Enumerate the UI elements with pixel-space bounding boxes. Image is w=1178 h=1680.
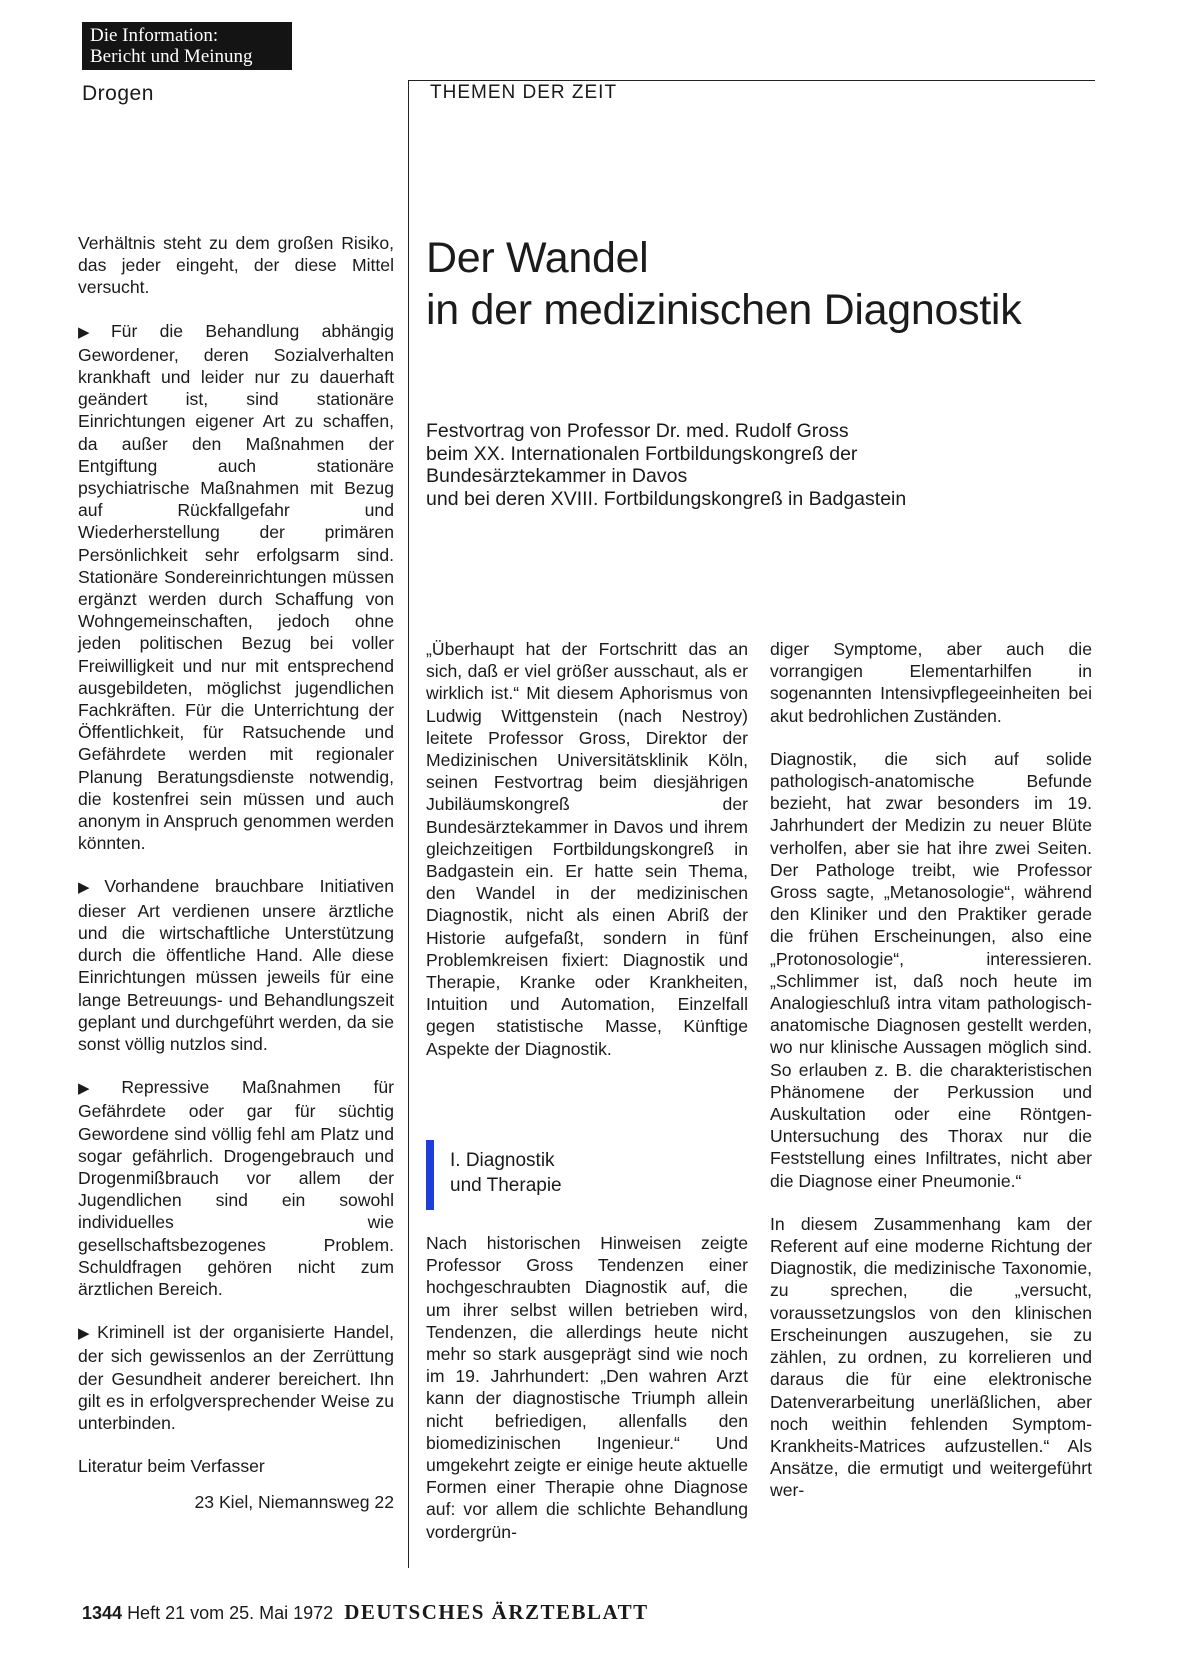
literature-note: Literatur beim Verfasser [78,1456,265,1477]
triangle-bullet-icon: ▶ [78,1325,94,1343]
middle-column-bottom [426,1232,748,1564]
right-paragraph-1: diger Symptome, aber auch die vorrangigen Elementarhilfen in sogenannten Intensivpflegeeinheiten bei akut bedrohlichen Zuständen. [770,639,1092,726]
section-accent-bar [426,1140,434,1210]
left-paragraph-5 [78,1321,394,1434]
section-heading-line-1: I. Diagnostik [450,1150,555,1171]
triangle-bullet-icon: ▶ [78,879,101,897]
column-divider [408,80,409,1568]
header-topic: Drogen [82,82,154,105]
left-paragraph-4-text: Repressive Maßnahmen für Gefährdete oder gar für süchtig Gewordene sind völlig fehl am Platz und sogar gefährlich. Drogengebrauch und Drogenmißbrauch vor allem der Jugendlichen sind ein sowohl individuelles wie gesellschaftsbezogenes Problem. Schuldfragen gehören nicht zum ärztlichen Bereich. [78,1077,394,1299]
triangle-bullet-icon: ▶ [78,1080,118,1098]
article-title [426,232,1106,336]
section-heading-line-2: und Therapie [450,1175,562,1196]
left-paragraph-3 [78,875,394,1055]
subtitle-line-2: beim XX. Internationalen Fortbildungskongreß der [426,442,858,465]
author-address: 23 Kiel, Niemannsweg 22 [194,1492,394,1513]
subtitle-line-1: Festvortrag von Professor Dr. med. Rudolf Gross [426,420,849,442]
middle-paragraph-2: Nach historischen Hinweisen zeigte Professor Gross Tendenzen einer hochgeschraubten Diagnostik auf, die um ihrer selbst willen betrieben wird, Tendenzen, die allerdings heute nicht mehr so stark ausgeprägt sind wie noch im 19. Jahrhundert: „Den wahren Arzt kann der diagnostische Triumph allein nicht befriedigen, allenfalls den biomedizinischen Ingenieur.“ Und umgekehrt zeigte er einige heute aktuelle Formen einer Therapie ohne Diagnose auf: vor allem die schlichte Behandlung vordergrün- [426,1233,748,1542]
subtitle-line-3: Bundesärztekammer in Davos [426,465,688,487]
middle-paragraph-1: „Überhaupt hat der Fortschritt das an sich, daß er viel größer ausschaut, als er wirklich ist.“ Mit diesem Aphorismus von Ludwig Wittgenstein (nach Nestroy) leitete Professor Gross, Direktor der Medizinischen Universitätsklinik Köln, seinen Festvortrag beim diesjährigen Jubiläumskongreß der Bundesärztekammer in Davos und ihrem gleichzeitigen Fortbildungskongreß in Badgastein ein. Er hatte sein Thema, den Wandel in der medizinischen Diagnostik, nicht als einen Abriß der Historie aufgefaßt, sondern in fünf Problemkreisen fixiert: Diagnostik und Therapie, Kranke oder Krankheiten, Intuition und Automation, Einzelfall gegen statistische Masse, Künftige Aspekte der Diagnostik. [426,639,748,1059]
section-heading [426,1140,746,1210]
page-number: 1344 [82,1603,123,1623]
header-section: THEMEN DER ZEIT [430,82,618,103]
left-paragraph-2-text: Für die Behandlung abhängig Gewordener, deren Sozialverhalten krankhaft und leider nur zu dauerhaft geändert ist, sind stationäre Einrichtungen eigener Art zu schaffen, da außer den Maßnahmen der Entgiftung auch stationäre psychiatrische Maßnahmen mit Bezug auf Rückfallgefahr und Wiederherstellung der primären Persönlichkeit sehr erfolgsarm sind. Stationäre Sondereinrichtungen müssen ergänzt werden durch Schaffung von Wohngemeinschaften, jedoch ohne jeden politischen Bezug bei voller Freiwilligkeit und nur mit entsprechend ausgebildeten, möglichst jugendlichen Fachkräften. Für die Unterrichtung der Öffentlichkeit, für Ratsuchende und Gefährdete werden mit regionaler Planung Beratungsdienste notwendig, die kostenfrei sein müssen und auch anonym in Anspruch genommen werden könnten. [78,320,394,854]
right-paragraph-2: Diagnostik, die sich auf solide pathologisch-anatomische Befunde bezieht, hat zwar besonders im 19. Jahrhundert der Medizin zu neuer Blüte verholfen, aber sie hat ihre zwei Seiten. Der Pathologe treibt, wie Professor Gross sagte, „Metanosologie“, während den Kliniker und den Praktiker gerade die frühen Erscheinungen, also eine „Protonosologie“, interessieren. „Schlimmer ist, daß noch heute im Analogieschluß intra vitam pathologisch-anatomische Diagnosen gestellt werden, wo nur klinische Aussagen möglich sind. So erlauben z. B. die charakteristischen Phänomene der Perkussion und Auskultation oder eine Röntgen-Untersuchung des Thorax nur die Feststellung eines Infiltrates, nicht aber die Diagnose einer Pneumonie.“ [770,748,1092,1191]
article-subtitle [426,420,1106,510]
left-paragraph-2 [78,320,394,855]
left-column [78,232,394,1514]
left-paragraph-5-text: Kriminell ist der organisierte Handel, der sich gewissenlos an der Zerrüttung der Gesundheit anderer bereichert. Ihn gilt es in erfolgversprechender Weise zu unterbinden. [78,1322,394,1433]
badge-line-2: Bericht und Meinung [90,46,253,67]
left-paragraph-4 [78,1076,394,1300]
masthead: DEUTSCHES ÄRZTEBLATT [344,1600,649,1624]
middle-column-top [426,638,748,1081]
right-column [770,638,1092,1523]
badge-line-1: Die Information: [90,25,219,46]
title-line-1: Der Wandel [426,234,649,282]
page-footer [82,1600,649,1625]
section-heading-text [450,1148,562,1198]
left-paragraph-1: Verhältnis steht zu dem großen Risiko, das jeder eingeht, der diese Mittel versucht. [78,233,394,298]
subtitle-line-4: und bei deren XVIII. Fortbildungskongreß in Badgastein [426,487,907,510]
header-rule [408,80,1095,81]
triangle-bullet-icon: ▶ [78,323,107,341]
issue-info: Heft 21 vom 25. Mai 1972 [127,1603,334,1623]
right-paragraph-3: In diesem Zusammenhang kam der Referent auf eine moderne Richtung der Diagnostik, die medizinische Taxonomie, zu sprechen, die „versucht, voraussetzungslos von den klinischen Erscheinungen auszugehen, sie zu zählen, zu ordnen, zu korrelieren und daraus die für eine elektronische Datenverarbeitung unerläßlichen, aber noch weithin fehlenden Symptom-Krankheits-Matrices aufzustellen.“ Als Ansätze, die ermutigt und weitergeführt wer- [770,1213,1092,1501]
left-paragraph-3-text: Vorhandene brauchbare Initiativen dieser Art verdienen unsere ärztliche und die wirtschaftliche Unterstützung durch die öffentliche Hand. Alle diese Einrichtungen müssen jeweils für eine lange Betreuungs- und Behandlungszeit geplant und durchgeführt werden, da sie sonst völlig nutzlos sind. [78,876,394,1054]
title-line-2: in der medizinischen Diagnostik [426,286,1022,334]
section-badge [82,22,292,70]
